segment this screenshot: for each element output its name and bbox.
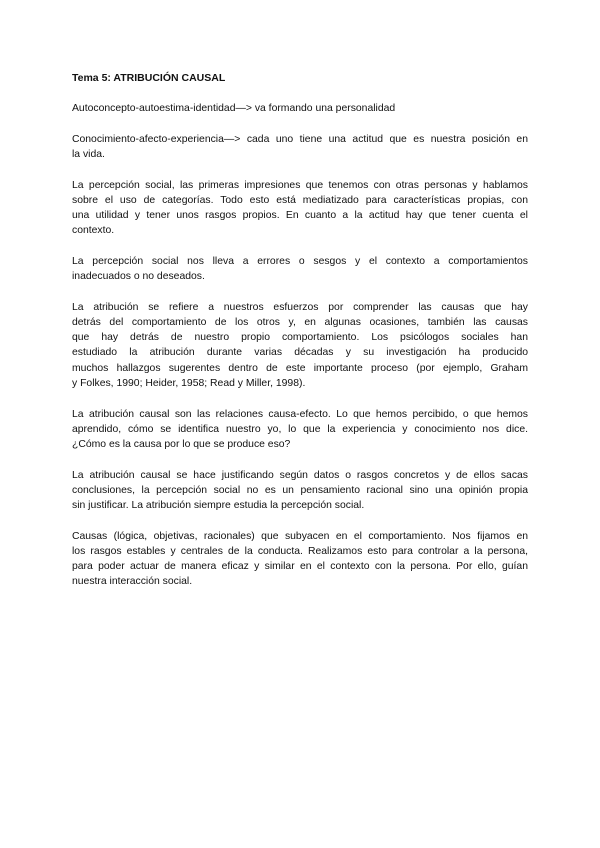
- text-line: sobre el uso de categorías. Todo esto está mediatizado para características propias, con: [72, 194, 528, 206]
- text-line: aprendido, cómo se identifica nuestro yo, lo que la experiencia y conocimiento nos dice.: [72, 423, 528, 435]
- text-line: La percepción social nos lleva a errores o sesgos y el contexto a comportamientos: [72, 255, 528, 267]
- paragraph: [72, 254, 528, 284]
- paragraph: [72, 178, 528, 239]
- text-line: estudiado la atribución durante varias décadas y su investigación ha producido: [72, 347, 528, 359]
- text-line: una utilidad y tener unos rasgos propios. En cuanto a la actitud hay que tener cuenta el: [72, 210, 528, 222]
- text-line: La atribución causal son las relaciones causa-efecto. Lo que hemos percibido, o que hemos: [72, 408, 528, 420]
- text-line: para poder actuar de manera eficaz y similar en el contexto con la persona. Por ello, guían: [72, 561, 528, 573]
- paragraph: [72, 529, 528, 590]
- paragraph: [72, 101, 528, 116]
- text-line: la vida.: [72, 148, 105, 160]
- paragraph: [72, 407, 528, 453]
- text-line: que hay detrás de nuestro propio comportamiento. Los psicólogos sociales han: [72, 332, 528, 344]
- text-line: ¿Cómo es la causa por lo que se produce eso?: [72, 438, 291, 450]
- text-line: Causas (lógica, objetivas, racionales) que subyacen en el comportamiento. Nos fijamos en: [72, 530, 528, 542]
- text-line: inadecuados o no deseados.: [72, 271, 205, 283]
- text-line: muchos hallazgos sugerentes dentro de este importante proceso (por ejemplo, Graham: [72, 362, 528, 374]
- text-line: La atribución causal se hace justificando según datos o rasgos concretos y de ellos sacas: [72, 469, 528, 481]
- document-title: Tema 5: ATRIBUCIÓN CAUSAL: [72, 72, 226, 84]
- text-line: Conocimiento-afecto-experiencia—> cada uno tiene una actitud que es nuestra posición en: [72, 133, 528, 145]
- text-line: Autoconcepto-autoestima-identidad—> va formando una personalidad: [72, 103, 396, 114]
- paragraph: [72, 300, 528, 391]
- text-line: contexto.: [72, 225, 115, 237]
- text-line: nuestra interacción social.: [72, 576, 193, 588]
- text-line: La percepción social, las primeras impresiones que tenemos con otras personas y hablamos: [72, 179, 528, 191]
- text-line: La atribución se refiere a nuestros esfuerzos por comprender las causas que hay: [72, 301, 528, 313]
- document-page: [72, 71, 528, 605]
- text-line: sin justificar. La atribución siempre estudia la percepción social.: [72, 500, 365, 512]
- paragraph: [72, 132, 528, 162]
- text-line: y Folkes, 1990; Heider, 1958; Read y Miller, 1998).: [72, 377, 306, 389]
- text-line: detrás del comportamiento de los otros y, en algunas ocasiones, también las causas: [72, 317, 528, 329]
- document-body: [72, 101, 528, 590]
- text-line: los rasgos estables y centrales de la conducta. Realizamos esto para controlar a la persona,: [72, 545, 528, 557]
- text-line: conclusiones, la percepción social no es un pensamiento racional sino una opinión propia: [72, 484, 528, 496]
- paragraph: [72, 468, 528, 514]
